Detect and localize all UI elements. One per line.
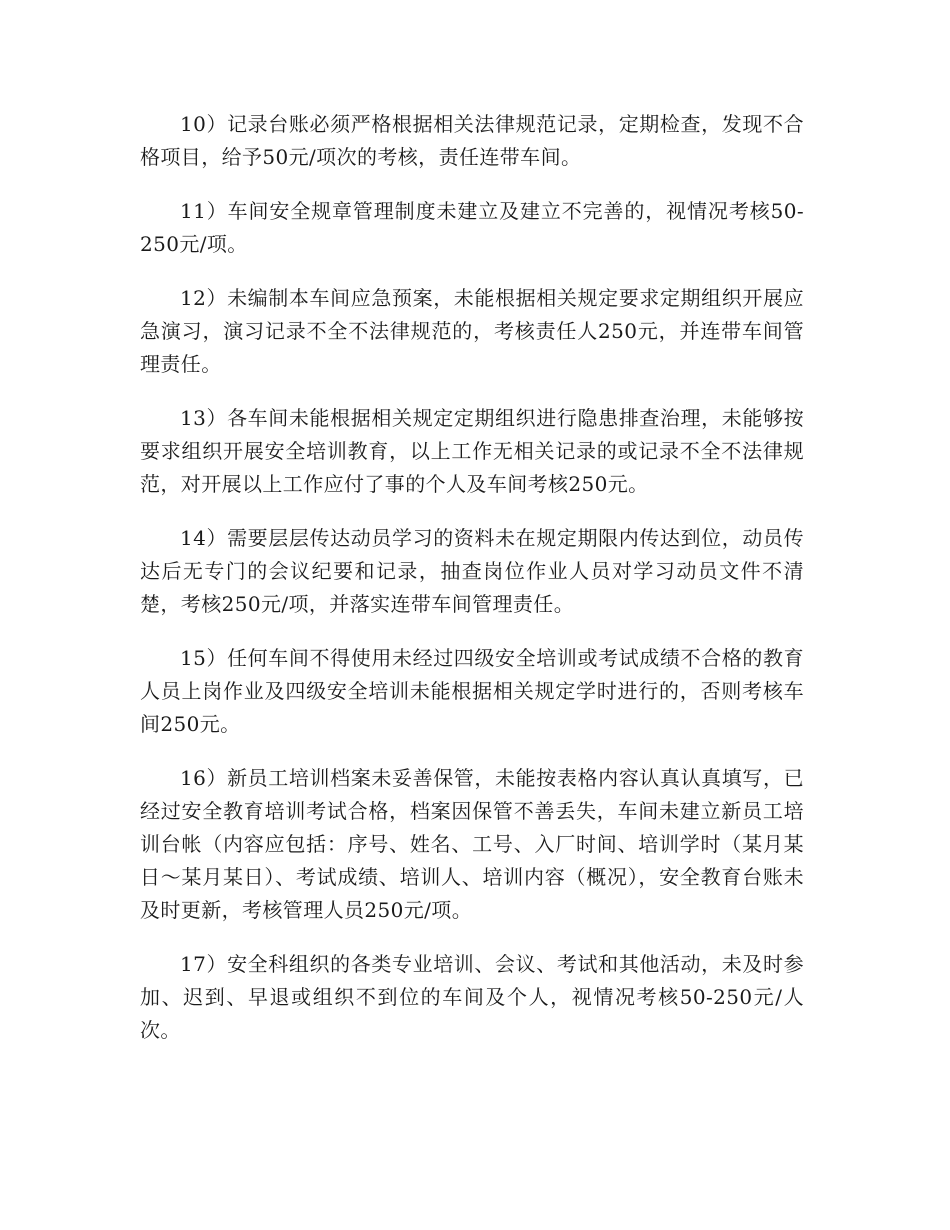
paragraph-item-13: 13）各车间未能根据相关规定定期组织进行隐患排查治理，未能够按要求组织开展安全培训教育，以上工作无相关记录的或记录不全不法律规范，对开展以上工作应付了事的个人及车间考核250元。 — [140, 406, 804, 496]
document-page — [140, 108, 804, 1068]
paragraph-item-15: 15）任何车间不得使用未经过四级安全培训或考试成绩不合格的教育人员上岗作业及四级安全培训未能根据相关规定学时进行的，否则考核车间250元。 — [140, 646, 804, 736]
paragraph-item-10: 10）记录台账必须严格根据相关法律规范记录，定期检查，发现不合格项目，给予50元/项次的考核，责任连带车间。 — [140, 112, 804, 169]
paragraph-item-14: 14）需要层层传达动员学习的资料未在规定期限内传达到位，动员传达后无专门的会议纪要和记录，抽查岗位作业人员对学习动员文件不清楚，考核250元/项，并落实连带车间管理责任。 — [140, 526, 804, 616]
paragraph-item-16: 16）新员工培训档案未妥善保管，未能按表格内容认真认真填写，已经过安全教育培训考试合格，档案因保管不善丢失，车间未建立新员工培训台帐（内容应包括：序号、姓名、工号、入厂时间、培训学时（某月某日～某月某日）、考试成绩、培训人、培训内容（概况），安全教育台账未及时更新，考核管理人员250元/项。 — [140, 766, 804, 922]
paragraph-item-17: 17）安全科组织的各类专业培训、会议、考试和其他活动，未及时参加、迟到、早退或组织不到位的车间及个人，视情况考核50-250元/人次。 — [140, 952, 804, 1042]
paragraph-item-12: 12）未编制本车间应急预案，未能根据相关规定要求定期组织开展应急演习，演习记录不全不法律规范的，考核责任人250元，并连带车间管理责任。 — [140, 286, 804, 376]
paragraph-item-11: 11）车间安全规章管理制度未建立及建立不完善的，视情况考核50-250元/项。 — [140, 199, 804, 256]
